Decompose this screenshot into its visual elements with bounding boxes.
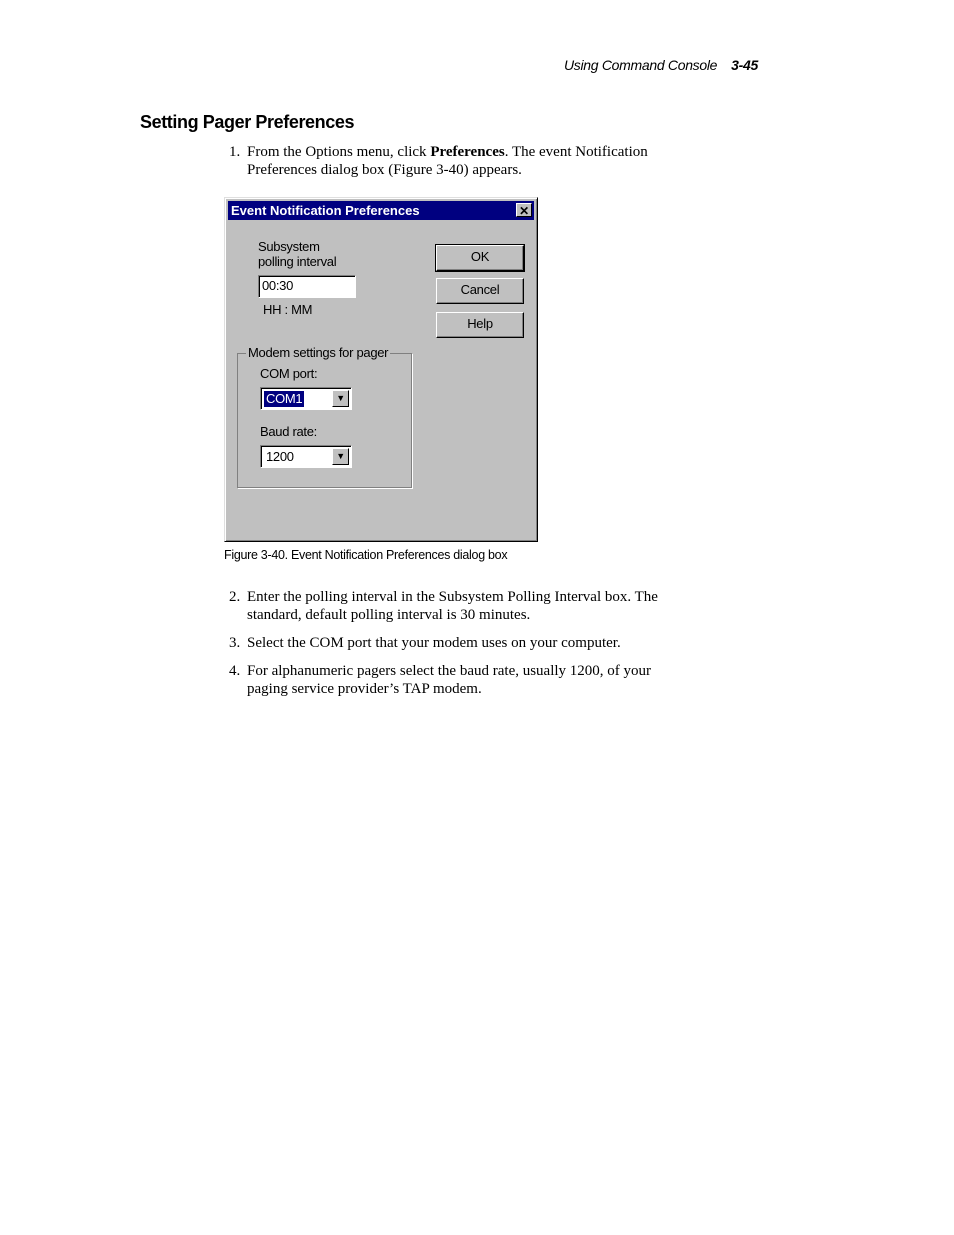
baud-rate-label: Baud rate: [260,424,317,439]
chevron-down-icon[interactable]: ▼ [332,390,349,407]
modem-settings-label: Modem settings for pager [248,345,389,360]
page-number: 3-45 [731,57,758,73]
step-number: 4. [229,663,241,679]
com-port-value: COM1 [266,391,303,406]
step-text-bold: Preferences [430,144,505,160]
help-button[interactable]: Help [436,312,524,338]
step-text: Select the COM port that your modem uses on your computer. [247,635,621,651]
dialog-titlebar [228,201,534,220]
ok-button[interactable]: OK [436,245,524,271]
com-port-label: COM port: [260,366,318,381]
step-1 [229,143,689,179]
step-number: 3. [229,635,241,651]
step-text: For alphanumeric pagers select the baud rate, usually 1200, of your paging service provider’s TAP modem. [247,663,652,697]
polling-label-line2: polling interval [258,254,337,269]
step-number: 2. [229,589,241,605]
running-title: Using Command Console [563,57,718,73]
step-2 [229,588,689,624]
step-text-part: . The event Notification Preferences dialog box (Figure 3-40) appears. [247,144,648,178]
modem-settings-group [237,345,412,488]
chevron-down-icon[interactable]: ▼ [332,448,349,465]
step-3 [229,634,689,652]
step-text-part: From the Options menu, click [247,144,431,160]
polling-interval-input[interactable]: 00:30 [258,275,356,298]
event-notification-dialog [224,197,538,542]
cancel-button[interactable]: Cancel [436,278,524,304]
baud-rate-value: 1200 [266,449,294,464]
step-text [247,143,689,179]
step-number: 1. [229,144,241,160]
section-title: Setting Pager Preferences [140,112,355,132]
com-port-select[interactable] [260,387,352,410]
running-head [564,57,758,73]
polling-interval-label [258,239,336,269]
polling-label-line1: Subsystem [258,239,320,254]
polling-format-hint: HH : MM [263,302,313,317]
step-4 [229,662,689,698]
figure-caption: Figure 3-40. Event Notification Preferences dialog box [224,548,508,562]
close-icon[interactable]: ✕ [516,203,532,217]
baud-rate-select[interactable] [260,445,352,468]
step-text: Enter the polling interval in the Subsystem Polling Interval box. The standard, default polling interval is 30 minutes. [247,589,658,623]
dialog-title: Event Notification Preferences [231,203,420,218]
